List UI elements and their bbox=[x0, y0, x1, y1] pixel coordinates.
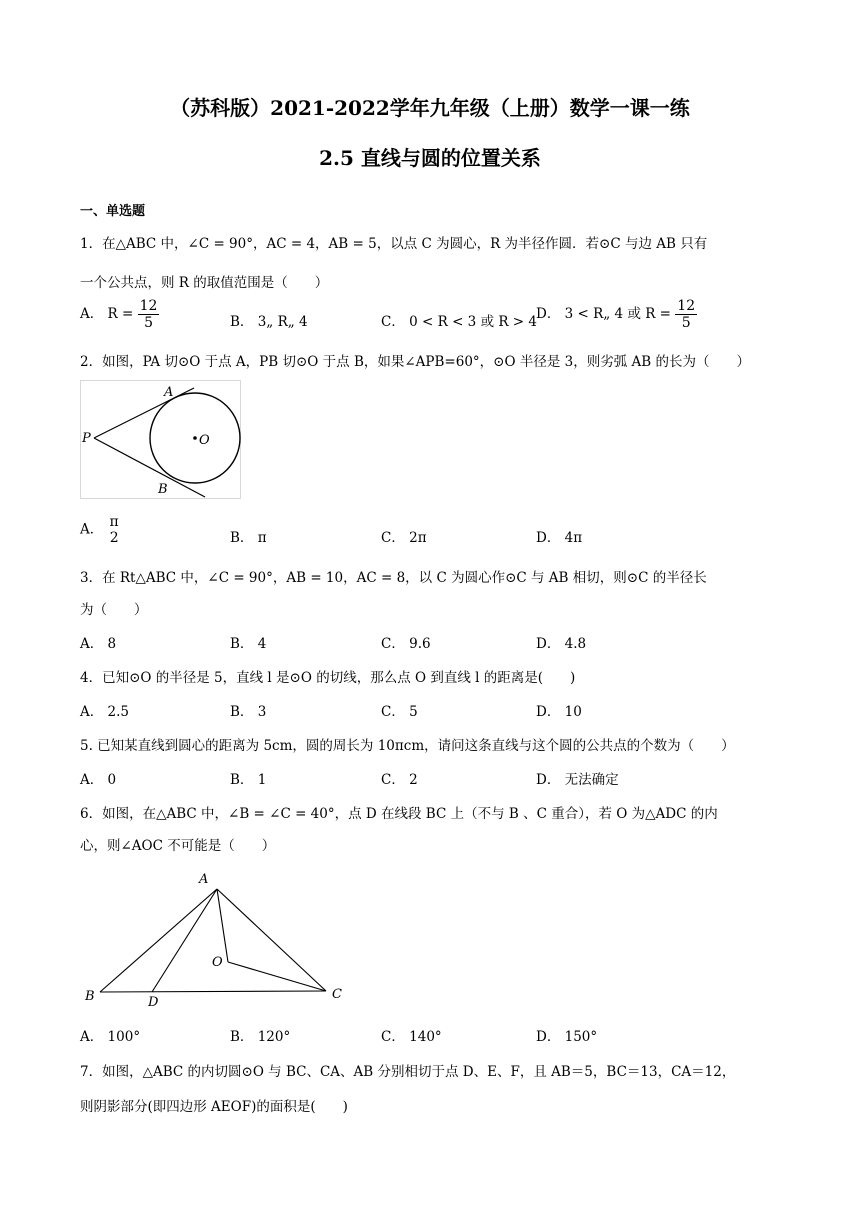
option-text: 8 bbox=[107, 636, 117, 652]
option-letter: B． bbox=[230, 314, 254, 330]
option-text: 4.8 bbox=[564, 636, 587, 652]
section-heading: 一、单选题 bbox=[80, 204, 146, 219]
fraction-numerator: 12 bbox=[139, 298, 158, 314]
question-1-option-a[interactable] bbox=[80, 298, 159, 331]
question-6-option-d[interactable] bbox=[536, 1025, 597, 1045]
label-c: C bbox=[332, 987, 342, 1002]
option-letter: D． bbox=[536, 636, 561, 652]
label-b: B bbox=[158, 482, 168, 497]
option-letter: A． bbox=[80, 704, 104, 720]
option-letter: A． bbox=[80, 636, 104, 652]
question-1-option-b[interactable] bbox=[230, 310, 308, 330]
option-letter: B． bbox=[230, 530, 254, 546]
question-3-option-d[interactable] bbox=[536, 632, 586, 652]
option-text: 4 bbox=[257, 636, 267, 652]
option-letter: B． bbox=[230, 636, 254, 652]
option-letter: D． bbox=[536, 530, 561, 546]
option-text: 120° bbox=[257, 1029, 291, 1045]
question-5-option-c[interactable] bbox=[381, 768, 418, 788]
option-letter: C． bbox=[381, 772, 405, 788]
question-2-option-b[interactable] bbox=[230, 526, 267, 546]
question-3-option-c[interactable] bbox=[381, 632, 431, 652]
question-6-option-c[interactable] bbox=[381, 1025, 442, 1045]
question-5-option-a[interactable] bbox=[80, 768, 116, 788]
question-1-line-1: 1．在△ABC 中，∠C = 90°，AC = 4，AB = 5，以点 C 为圆心，R 为半径作圆．若⊙C 与边 AB 只有 bbox=[80, 236, 708, 252]
question-1-line-2: 一个公共点，则 R 的取值范围是（ ） bbox=[80, 275, 329, 291]
question-7-line-2: 则阴影部分(即四边形 AEOF)的面积是( ) bbox=[80, 1099, 348, 1115]
segment-ao bbox=[217, 889, 228, 962]
option-letter: B． bbox=[230, 772, 254, 788]
option-text: 140° bbox=[409, 1029, 442, 1045]
option-letter: D． bbox=[536, 772, 561, 788]
question-5-option-b[interactable] bbox=[230, 768, 266, 788]
question-3-line-2: 为（ ） bbox=[80, 602, 148, 618]
question-4-option-b[interactable] bbox=[230, 700, 266, 720]
option-letter: C． bbox=[381, 636, 405, 652]
question-6-line-1: 6．如图，在△ABC 中，∠B = ∠C = 40°，点 D 在线段 BC 上（不与 B 、C 重合），若 O 为△ADC 的内 bbox=[80, 806, 718, 822]
triangle-incenter-figure bbox=[80, 866, 350, 1012]
label-a: A bbox=[199, 872, 209, 887]
fraction-numerator: π bbox=[109, 514, 119, 530]
document-subtitle: 2.5 直线与圆的位置关系 bbox=[319, 146, 541, 170]
center-point-o bbox=[193, 436, 197, 440]
option-letter: C． bbox=[381, 704, 405, 720]
label-o: O bbox=[199, 433, 210, 448]
option-fraction bbox=[108, 514, 121, 546]
option-text: 9.6 bbox=[409, 636, 431, 652]
option-text: 2π bbox=[409, 530, 427, 546]
option-text: 0 < R < 3 或 R > 4 bbox=[409, 314, 538, 330]
option-letter: C． bbox=[381, 1029, 405, 1045]
option-letter: B． bbox=[230, 1029, 254, 1045]
tangent-circle-figure bbox=[80, 380, 242, 500]
option-text: 2 bbox=[409, 772, 418, 788]
question-2-line-1: 2．如图，PA 切⊙O 于点 A，PB 切⊙O 于点 B，如果∠APB=60°，⊙O 半径是 3，则劣弧 AB 的长为（ ） bbox=[80, 354, 750, 370]
option-letter: A． bbox=[80, 306, 104, 323]
option-text: 3„ R„ 4 bbox=[257, 314, 308, 330]
segment-bc bbox=[100, 991, 326, 992]
option-letter: A． bbox=[80, 772, 104, 788]
question-6-option-b[interactable] bbox=[230, 1025, 290, 1045]
question-5-option-d[interactable] bbox=[536, 768, 619, 788]
option-text: 150° bbox=[564, 1029, 598, 1045]
fraction-denominator: 5 bbox=[681, 315, 691, 332]
option-text: π bbox=[257, 530, 267, 546]
label-a: A bbox=[164, 385, 174, 400]
segment-ab bbox=[100, 889, 217, 992]
question-4-option-a[interactable] bbox=[80, 700, 129, 720]
label-d: D bbox=[148, 995, 159, 1010]
option-fraction bbox=[675, 298, 697, 331]
segment-ad bbox=[152, 889, 217, 992]
question-3-option-a[interactable] bbox=[80, 632, 116, 652]
option-text: 10 bbox=[564, 704, 582, 720]
question-1-option-c[interactable] bbox=[381, 310, 537, 330]
document-title: （苏科版）2021-2022学年九年级（上册）数学一课一练 bbox=[170, 96, 690, 120]
option-fraction bbox=[138, 298, 160, 331]
label-p: P bbox=[82, 431, 91, 446]
question-4-option-d[interactable] bbox=[536, 700, 582, 720]
question-1-option-d[interactable] bbox=[536, 298, 697, 331]
label-b: B bbox=[85, 989, 95, 1004]
option-text: R = bbox=[107, 306, 138, 323]
question-3-option-b[interactable] bbox=[230, 632, 266, 652]
question-2-option-c[interactable] bbox=[381, 526, 427, 546]
question-3-line-1: 3．在 Rt△ABC 中，∠C = 90°，AB = 10，AC = 8，以 C 为圆心作⊙C 与 AB 相切，则⊙C 的半径长 bbox=[80, 570, 707, 586]
question-7-line-1: 7．如图，△ABC 的内切圆⊙O 与 BC、CA、AB 分别相切于点 D、E、F，且 AB＝5，BC＝13，CA＝12， bbox=[80, 1064, 736, 1080]
fraction-denominator: 2 bbox=[109, 530, 119, 547]
option-letter: A． bbox=[80, 1029, 104, 1045]
option-text: 3 < R„ 4 或 R = bbox=[564, 306, 676, 323]
question-6-line-2: 心，则∠AOC 不可能是（ ） bbox=[80, 838, 276, 854]
option-letter: D． bbox=[536, 704, 561, 720]
segment-ac bbox=[217, 889, 326, 991]
fraction-denominator: 5 bbox=[144, 315, 153, 332]
question-4-line-1: 4．已知⊙O 的半径是 5，直线 l 是⊙O 的切线，那么点 O 到直线 l 的距离是( ) bbox=[80, 670, 576, 686]
label-o: O bbox=[212, 955, 223, 970]
option-text: 5 bbox=[409, 704, 418, 720]
option-text: 无法确定 bbox=[564, 772, 619, 788]
option-letter: B． bbox=[230, 704, 254, 720]
question-6-option-a[interactable] bbox=[80, 1025, 140, 1045]
fraction-numerator: 12 bbox=[677, 298, 696, 314]
option-text: 4π bbox=[564, 530, 583, 546]
option-letter: A． bbox=[80, 521, 104, 538]
option-letter: D． bbox=[536, 306, 561, 323]
question-5-line-1: 5. 已知某直线到圆心的距离为 5cm，圆的周长为 10πcm，请问这条直线与这个圆的公共点的个数为（ ） bbox=[80, 738, 735, 754]
option-text: 2.5 bbox=[107, 704, 130, 720]
option-letter: D． bbox=[536, 1029, 561, 1045]
option-text: 0 bbox=[107, 772, 117, 788]
option-letter: C． bbox=[381, 530, 405, 546]
option-text: 3 bbox=[257, 704, 267, 720]
question-2-option-a[interactable] bbox=[80, 514, 121, 546]
option-text: 100° bbox=[107, 1029, 141, 1045]
question-4-option-c[interactable] bbox=[381, 700, 418, 720]
option-text: 1 bbox=[257, 772, 267, 788]
question-2-option-d[interactable] bbox=[536, 526, 582, 546]
option-letter: C． bbox=[381, 314, 405, 330]
